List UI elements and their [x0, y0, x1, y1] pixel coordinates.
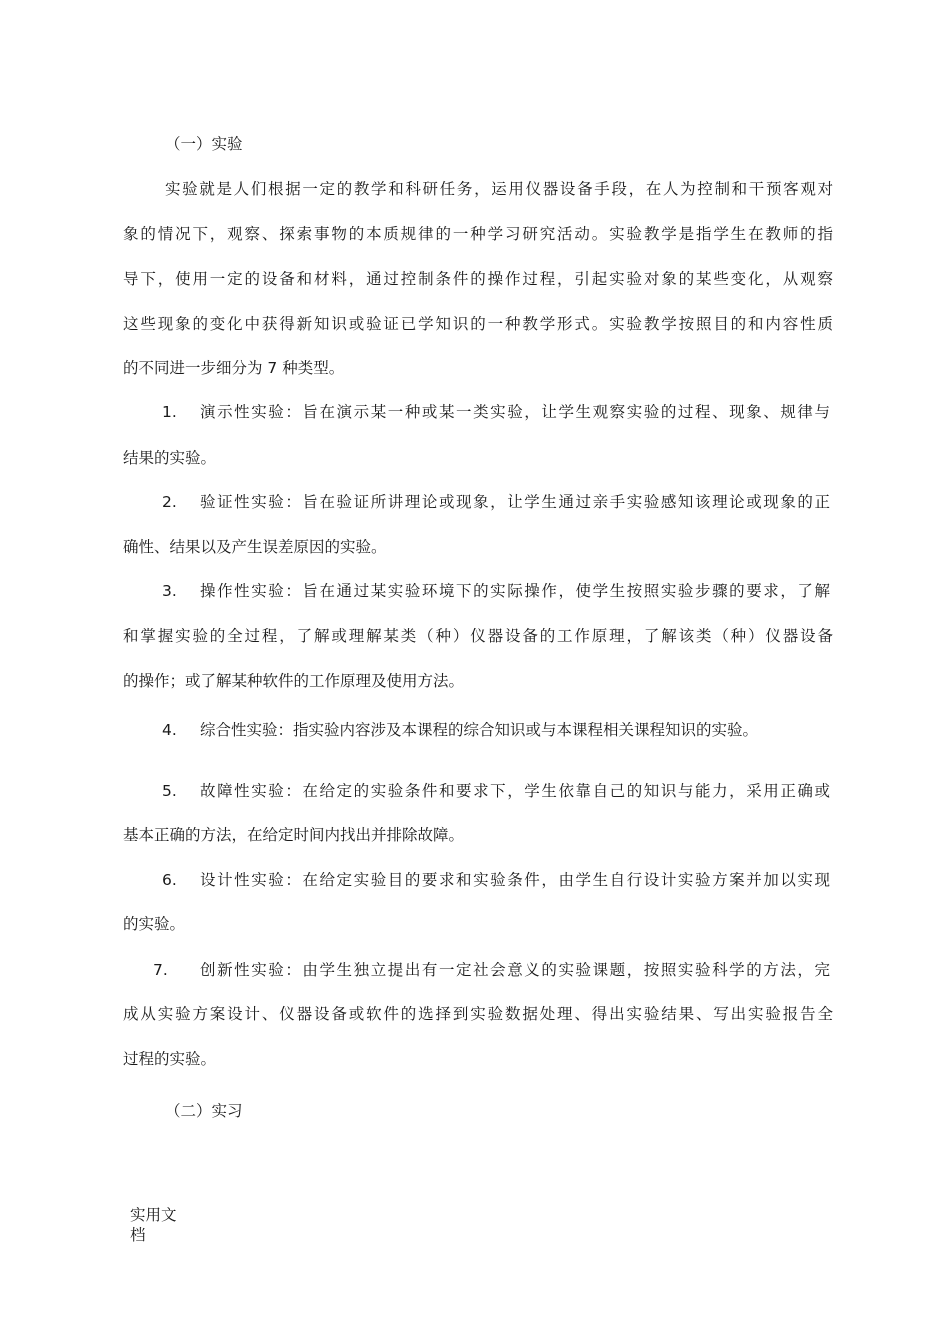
- item-line: 的实验。: [123, 915, 186, 933]
- item-number: 1.: [162, 403, 177, 421]
- item-line: 综合性实验：指实验内容涉及本课程的综合知识或与本课程相关课程知识的实验。: [200, 721, 759, 739]
- section-heading-experiment: （一）实验: [165, 135, 243, 153]
- item-number: 5.: [162, 782, 177, 800]
- item-number: 7.: [153, 961, 168, 979]
- intro-line: 象的情况下，观察、探索事物的本质规律的一种学习研究活动。实验教学是指学生在教师的指: [123, 225, 833, 243]
- item-number: 3.: [162, 582, 177, 600]
- item-line: 验证性实验：旨在验证所讲理论或现象，让学生通过亲手实验感知该理论或现象的正: [200, 493, 830, 511]
- intro-line: 实验就是人们根据一定的教学和科研任务，运用仪器设备手段，在人为控制和干预客观对: [165, 180, 833, 198]
- footer-label: 实用文档: [130, 1206, 177, 1244]
- item-line: 成从实验方案设计、仪器设备或软件的选择到实验数据处理、得出实验结果、写出实验报告全: [123, 1005, 833, 1023]
- item-number: 4.: [162, 721, 177, 739]
- item-line: 确性、结果以及产生误差原因的实验。: [123, 538, 387, 556]
- item-line: 过程的实验。: [123, 1050, 217, 1068]
- item-line: 基本正确的方法，在给定时间内找出并排除故障。: [123, 826, 465, 844]
- item-line: 演示性实验：旨在演示某一种或某一类实验，让学生观察实验的过程、现象、规律与: [200, 403, 830, 421]
- item-line: 故障性实验：在给定的实验条件和要求下，学生依靠自己的知识与能力，采用正确或: [200, 782, 830, 800]
- item-line: 结果的实验。: [123, 449, 217, 467]
- item-line: 创新性实验：由学生独立提出有一定社会意义的实验课题，按照实验科学的方法，完: [200, 961, 830, 979]
- intro-line: 这些现象的变化中获得新知识或验证已学知识的一种教学形式。实验教学按照目的和内容性质: [123, 315, 833, 333]
- item-number: 2.: [162, 493, 177, 511]
- section-heading-internship: （二）实习: [165, 1102, 243, 1120]
- item-line: 和掌握实验的全过程，了解或理解某类（种）仪器设备的工作原理，了解该类（种）仪器设备: [123, 627, 833, 645]
- item-line: 操作性实验：旨在通过某实验环境下的实际操作，使学生按照实验步骤的要求，了解: [200, 582, 830, 600]
- item-line: 的操作；或了解某种软件的工作原理及使用方法。: [123, 672, 465, 690]
- intro-line: 的不同进一步细分为 7 种类型。: [123, 359, 345, 377]
- intro-line: 导下，使用一定的设备和材料，通过控制条件的操作过程，引起实验对象的某些变化，从观察: [123, 270, 833, 288]
- item-number: 6.: [162, 871, 177, 889]
- item-line: 设计性实验：在给定实验目的要求和实验条件，由学生自行设计实验方案并加以实现: [200, 871, 830, 889]
